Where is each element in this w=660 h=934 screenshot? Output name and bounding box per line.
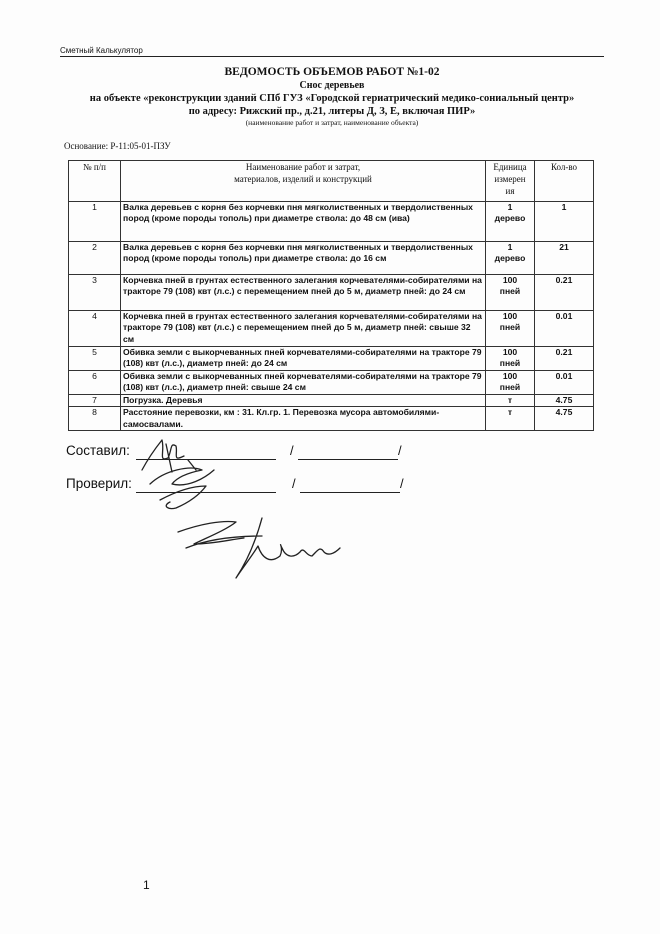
compiled-by-label: Составил: — [66, 443, 130, 458]
basis-reference: Основание: Р-11:05-01-ПЗУ — [64, 141, 171, 151]
row-unit: 100 пней — [486, 371, 535, 395]
col-header-num: № п/п — [69, 161, 121, 202]
row-unit: 100 пней — [486, 311, 535, 347]
row-num: 1 — [69, 202, 121, 242]
row-qty: 0.21 — [535, 347, 594, 371]
page-number: 1 — [143, 878, 150, 892]
signature-compiled — [142, 440, 184, 472]
row-name: Погрузка. Деревья — [121, 395, 486, 407]
signature-large — [178, 518, 340, 578]
row-qty: 0.01 — [535, 311, 594, 347]
col-header-unit: Единица измерен ия — [486, 161, 535, 202]
row-unit: т — [486, 395, 535, 407]
row-num: 2 — [69, 242, 121, 275]
row-unit: 100 пней — [486, 347, 535, 371]
row-unit: 1 дерево — [486, 202, 535, 242]
document-title: ВЕДОМОСТЬ ОБЪЕМОВ РАБОТ №1-02 — [224, 66, 440, 78]
row-qty: 4.75 — [535, 407, 594, 431]
row-qty: 0.21 — [535, 275, 594, 311]
row-qty: 4.75 — [535, 395, 594, 407]
object-address: по адресу: Рижский пр., д.21, литеры Д, З, Е, включая ПИР» — [188, 106, 476, 117]
row-unit: 1 дерево — [486, 242, 535, 275]
object-name: на объекте «реконструкции зданий СПб ГУЗ «Городской гериатрический медико-сониальный центр» — [89, 93, 575, 104]
row-num: 5 — [69, 347, 121, 371]
row-num: 8 — [69, 407, 121, 431]
row-name: Обивка земли с выкорчеванных пней корчевателями-собирателями на тракторе 79 (108) квт (л.с.), диаметр пней: свыше 24 см — [121, 371, 486, 395]
row-name: Расстояние перевозки, км : 31. Кл.гр. 1. Перевозка мусора автомобилями-самосвалами. — [121, 407, 486, 431]
signature-checked — [150, 460, 214, 509]
row-name: Валка деревьев с корня без корчевки пня мягколиственных и твердолиственных пород (кроме породы тополь) при диаметре ствола: до 16 см — [121, 242, 486, 275]
row-qty: 21 — [535, 242, 594, 275]
compiled-by-name-close: / — [398, 443, 402, 458]
row-name: Обивка земли с выкорчеванных пней корчевателями-собирателями на тракторе 79 (108) квт (л.с.), диаметр пней: до 24 см — [121, 347, 486, 371]
row-unit: т — [486, 407, 535, 431]
row-name: Валка деревьев с корня без корчевки пня мягколиственных и твердолиственных пород (кроме породы тополь) при диаметре ствола: до 48 см (ива) — [121, 202, 486, 242]
checked-by-name-close: / — [400, 476, 404, 491]
checked-by-label: Проверил: — [66, 476, 132, 491]
compiled-by-name-open: / — [290, 443, 294, 458]
row-num: 3 — [69, 275, 121, 311]
row-name: Корчевка пней в грунтах естественного залегания корчевателями-собирателями на тракторе 79 (108) квт (л.с.) с перемещением пней до 5 м, диаметр пней: до 24 см — [121, 275, 486, 311]
row-num: 4 — [69, 311, 121, 347]
document-subtitle: Снос деревьев — [299, 80, 365, 91]
row-num: 7 — [69, 395, 121, 407]
row-unit: 100 пней — [486, 275, 535, 311]
col-header-name: Наименование работ и затрат, материалов, изделий и конструкций — [121, 161, 486, 202]
row-qty: 1 — [535, 202, 594, 242]
row-num: 6 — [69, 371, 121, 395]
checked-by-name-open: / — [292, 476, 296, 491]
app-header-label: Сметный Калькулятор — [60, 46, 604, 57]
title-caption: (наименование работ и затрат, наименование объекта) — [245, 118, 419, 127]
row-name: Корчевка пней в грунтах естественного залегания корчевателями-собирателями на тракторе 79 (108) квт (л.с.) с перемещением пней до 5 м, диаметр пней: свыше 32 см — [121, 311, 486, 347]
row-qty: 0.01 — [535, 371, 594, 395]
col-header-qty: Кол-во — [535, 161, 594, 202]
